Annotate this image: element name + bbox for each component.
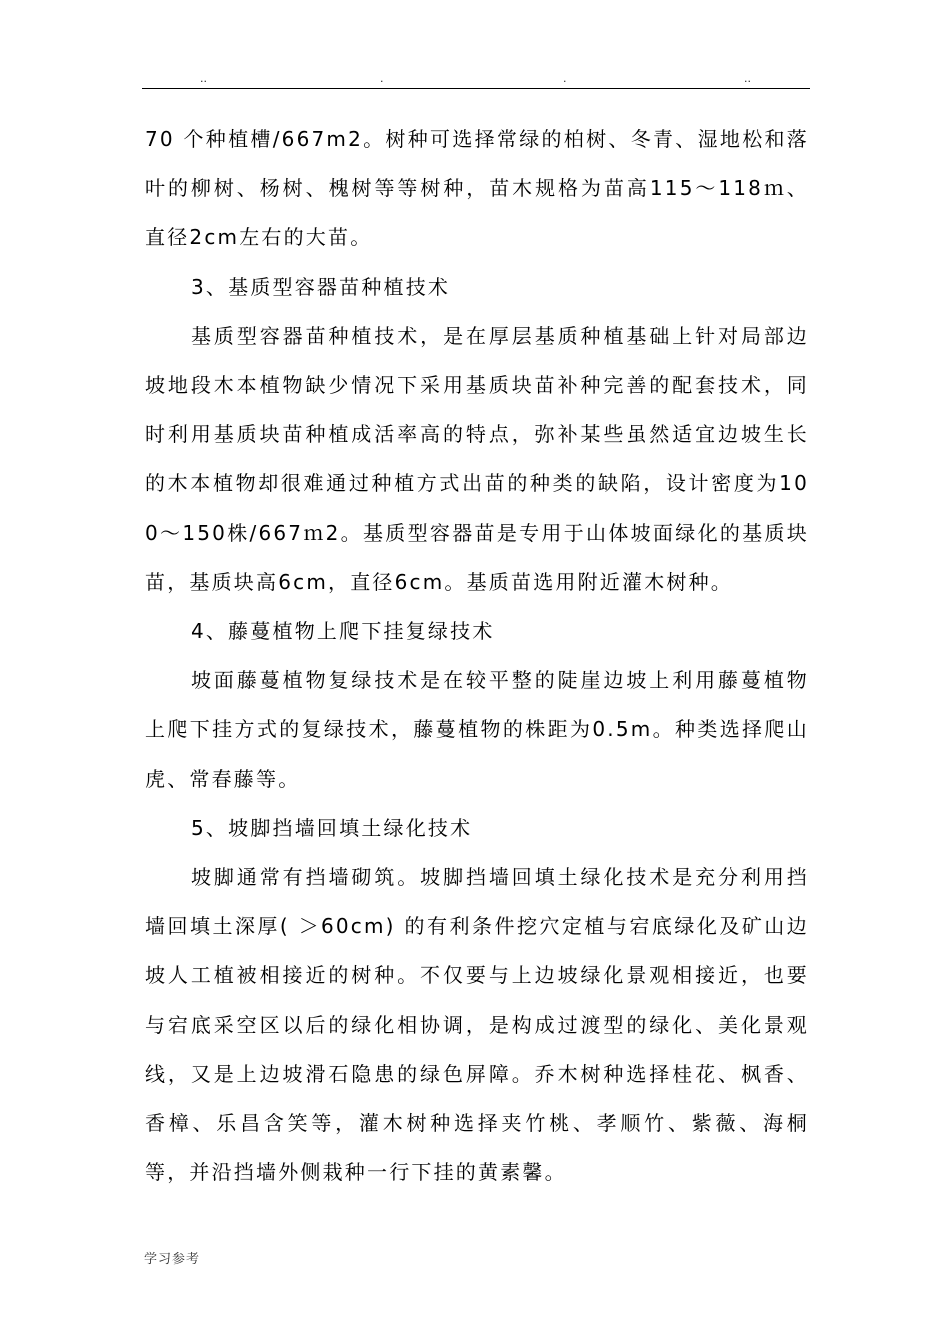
header-dots [142, 72, 810, 86]
header-mark: . [563, 72, 567, 85]
header-rule [142, 88, 810, 89]
header-mark: .. [200, 72, 207, 85]
header-mark: .. [744, 72, 751, 85]
paragraph-section-3: 基质型容器苗种植技术，是在厚层基质种植基础上针对局部边坡地段木本植物缺少情况下采用基质块苗补种完善的配套技术，同时利用基质块苗种植成活率高的特点，弥补某些虽然适宜边坡生长的木本植物却很难通过种植方式出苗的种类的缺陷，设计密度为100～150株/667ｍ2。基质型容器苗是专用于山体坡面绿化的基质块苗，基质块高6cm，直径6cm。基质苗选用附近灌木树种。 [145, 323, 809, 594]
section-heading-5: 5、坡脚挡墙回填土绿化技术 [191, 815, 473, 840]
paragraph-section-5: 坡脚通常有挡墙砌筑。坡脚挡墙回填土绿化技术是充分利用挡墙回填土深厚( ＞60cm) 的有利条件挖穴定植与宕底绿化及矿山边坡人工植被相接近的树种。不仅要与上边坡绿化景观相接近，也要与宕底采空区以后的绿化相协调，是构成过渡型的绿化、美化景观线，又是上边坡滑石隐患的绿色屏障。乔木树种选择桂花、枫香、香樟、乐昌含笑等，灌木树种选择夹竹桃、孝顺竹、紫薇、海桐等，并沿挡墙外侧栽种一行下挂的黄素馨。 [145, 865, 809, 1185]
header-mark: . [380, 72, 384, 85]
section-heading-3: 3、基质型容器苗种植技术 [191, 274, 451, 299]
document-body [145, 115, 809, 1197]
footer-label: 学习参考 [144, 1252, 201, 1267]
section-heading-4: 4、藤蔓植物上爬下挂复绿技术 [191, 619, 495, 644]
paragraph-section-4: 坡面藤蔓植物复绿技术是在较平整的陡崖边坡上利用藤蔓植物上爬下挂方式的复绿技术，藤蔓植物的株距为0.5m。种类选择爬山虎、常春藤等。 [145, 668, 809, 791]
paragraph-continuation: 70 个种植槽/667m2。树种可选择常绿的柏树、冬青、湿地松和落叶的柳树、杨树、槐树等等树种，苗木规格为苗高115～118ｍ、直径2cm左右的大苗。 [145, 127, 809, 250]
